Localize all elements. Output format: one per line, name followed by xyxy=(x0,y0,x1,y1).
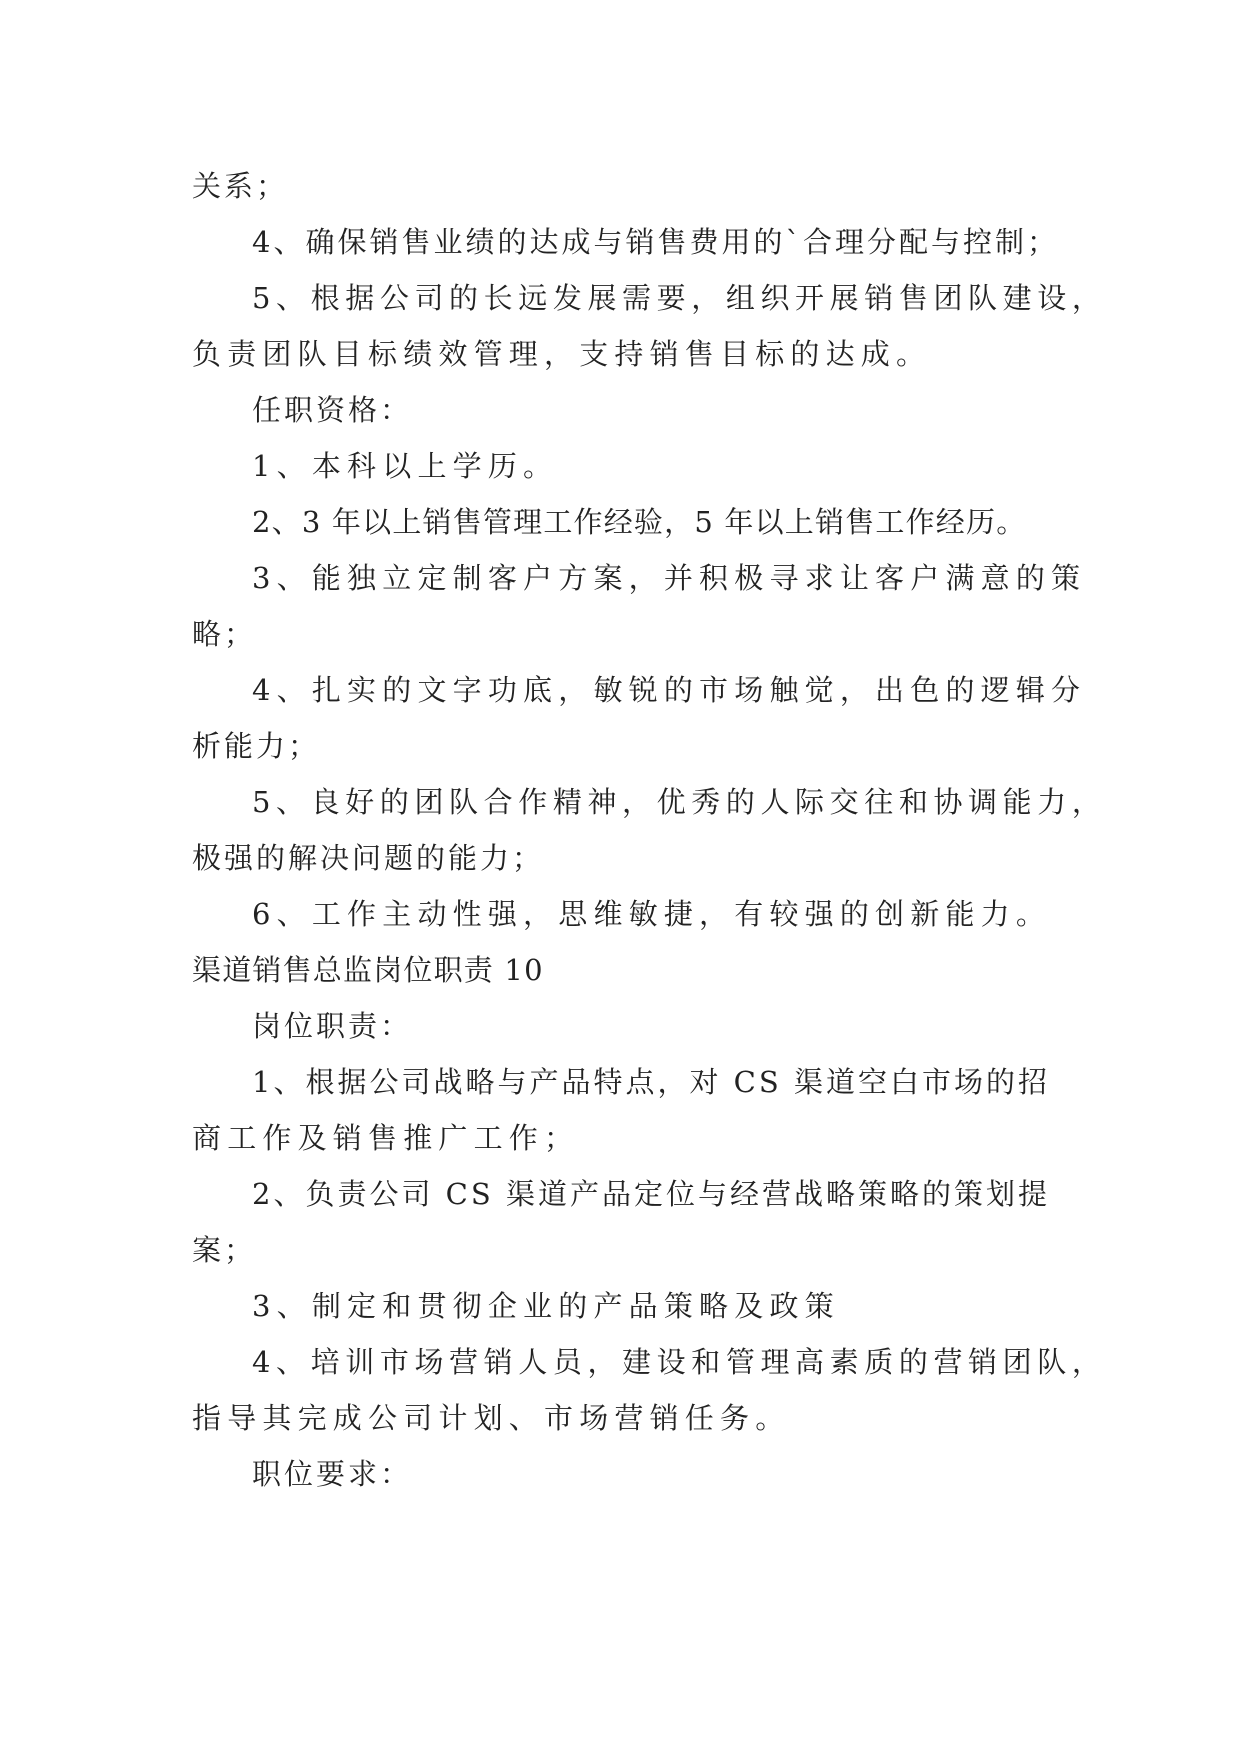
text-line: 1、根据公司战略与产品特点，对 CS 渠道空白市场的招 xyxy=(252,1065,1050,1099)
text-line: 职位要求： xyxy=(252,1457,413,1491)
text-line: 任职资格： xyxy=(252,393,413,427)
section-heading: 渠道销售总监岗位职责 10 xyxy=(192,953,544,987)
text-line: 4、培训市场营销人员，建设和管理高素质的营销团队， xyxy=(252,1345,1107,1379)
text-line: 2、负责公司 CS 渠道产品定位与经营战略策略的策划提 xyxy=(252,1177,1050,1211)
text-line: 3、能独立定制客户方案，并积极寻求让客户满意的策 xyxy=(252,561,1087,595)
text-line: 4、扎实的文字功底，敏锐的市场触觉，出色的逻辑分 xyxy=(252,673,1087,707)
text-line: 析能力； xyxy=(192,729,321,763)
text-line: 略； xyxy=(192,617,257,651)
text-line: 2、3 年以上销售管理工作经验，5 年以上销售工作经历。 xyxy=(252,505,1027,539)
text-line: 案； xyxy=(192,1233,257,1267)
text-line: 6、工作主动性强，思维敏捷，有较强的创新能力。 xyxy=(252,897,1052,931)
text-line: 4、确保销售业绩的达成与销售费用的`合理分配与控制； xyxy=(252,225,1059,259)
text-line: 1、本科以上学历。 xyxy=(252,449,559,483)
text-line: 商工作及销售推广工作； xyxy=(192,1121,580,1155)
text-line: 极强的解决问题的能力； xyxy=(192,841,545,875)
text-line: 关系； xyxy=(192,169,289,203)
text-line: 指导其完成公司计划、市场营销任务。 xyxy=(192,1401,791,1435)
text-line: 岗位职责： xyxy=(252,1009,413,1043)
text-line: 3、制定和贯彻企业的产品策略及政策 xyxy=(252,1289,840,1323)
text-line: 5、根据公司的长远发展需要，组织开展销售团队建设， xyxy=(252,281,1107,315)
text-line: 5、良好的团队合作精神，优秀的人际交往和协调能力， xyxy=(252,785,1107,819)
text-line: 负责团队目标绩效管理，支持销售目标的达成。 xyxy=(192,337,932,371)
